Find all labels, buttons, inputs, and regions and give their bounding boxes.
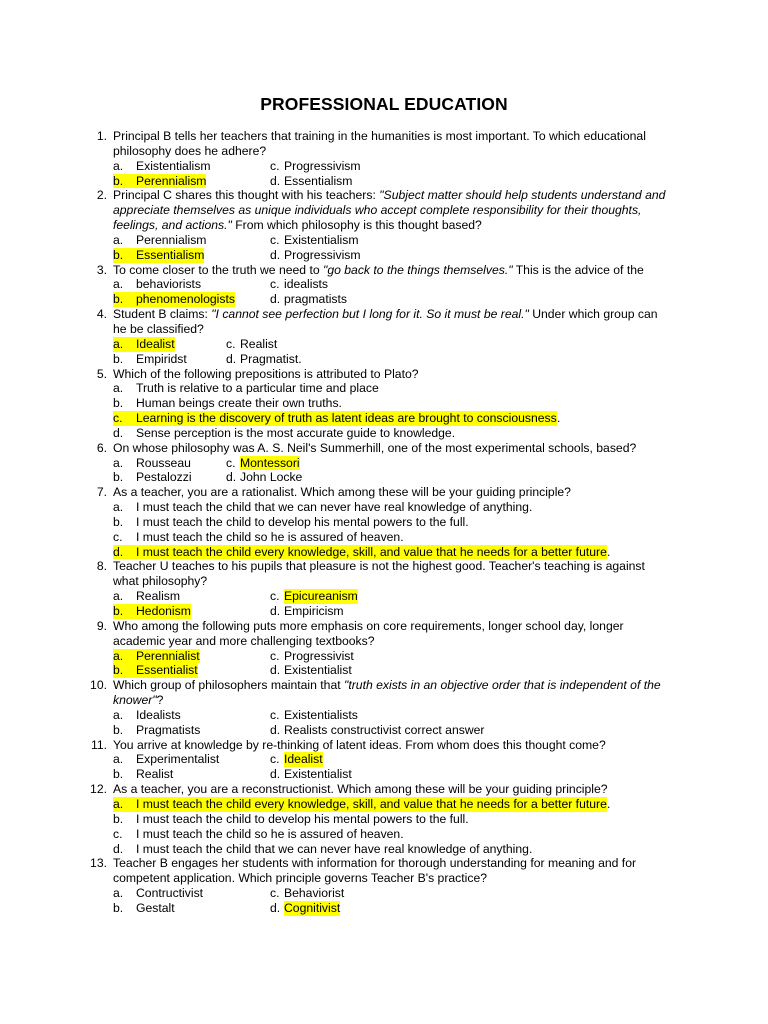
option-text: Hedonism — [136, 604, 191, 618]
answer-row — [0, 604, 768, 619]
option-text: idealists — [284, 277, 329, 292]
option-suffix: . — [607, 544, 611, 559]
option-letter: c. — [113, 529, 123, 544]
answer-row — [0, 812, 768, 827]
option-letter: b. — [113, 722, 124, 737]
answer-row — [0, 159, 768, 174]
question-text — [113, 367, 673, 382]
option-letter: c. — [113, 411, 123, 426]
option-letter: a. — [113, 158, 124, 173]
answer-option-highlighted — [113, 248, 204, 263]
question-number: 4. — [96, 307, 107, 322]
option-letter: d. — [270, 900, 281, 915]
option-letter: a. — [113, 381, 124, 396]
quoted-text: "truth exists in an objective order that is independent of the knower" — [113, 678, 661, 708]
question-number: 1. — [96, 129, 107, 143]
quoted-text: "I cannot see perfection but I long for it. So it must be real." — [211, 307, 529, 322]
answer-row — [0, 663, 768, 678]
question-text — [113, 782, 673, 797]
option-text: Human beings create their own truths. — [136, 396, 342, 411]
option-text: Contructivist — [136, 886, 204, 901]
answer-row — [0, 352, 768, 367]
option-letter: d. — [270, 722, 281, 737]
text-run: Principal C shares this thought with his teachers: — [113, 188, 380, 203]
question-number: 8. — [96, 559, 107, 574]
text-run: You arrive at knowledge by re-thinking of latent ideas. From whom does this thought come? — [113, 737, 606, 752]
option-letter: c. — [270, 589, 280, 604]
question-text — [113, 263, 673, 278]
question-text — [113, 559, 673, 589]
option-text: Idealists — [136, 707, 181, 722]
option-text: I must teach the child to develop his mental powers to the full. — [136, 811, 469, 826]
option-letter: c. — [270, 277, 280, 292]
option-text: Existentialist — [284, 767, 352, 782]
option-letter: a. — [113, 277, 124, 292]
option-text: Gestalt — [136, 900, 175, 915]
option-letter: a. — [113, 455, 124, 470]
answer-row — [0, 426, 768, 441]
question-text — [113, 619, 673, 649]
option-letter: b. — [113, 663, 124, 678]
option-text-highlighted: Epicureanism — [284, 589, 358, 604]
text-run: From which philosophy is this thought based? — [231, 218, 482, 233]
question-text — [113, 485, 673, 500]
option-text: Realist — [240, 336, 278, 351]
answer-row — [0, 797, 768, 812]
option-text: Progressivism — [284, 158, 361, 173]
option-letter: d. — [113, 841, 124, 856]
option-suffix: . — [557, 411, 561, 426]
option-letter: a. — [113, 796, 124, 811]
option-text: behaviorists — [136, 277, 202, 292]
answer-row — [0, 842, 768, 857]
question-number: 12. — [90, 782, 107, 797]
text-run: As a teacher, you are a rationalist. Which among these will be your guiding principle? — [113, 485, 571, 500]
option-letter: b. — [113, 247, 124, 262]
answer-row — [0, 396, 768, 411]
option-letter: c. — [270, 707, 280, 722]
text-run: As a teacher, you are a reconstructionist. Which among these will be your guiding principle? — [113, 782, 608, 797]
answer-option-highlighted — [113, 411, 557, 426]
question-item — [0, 188, 768, 262]
answer-row — [0, 233, 768, 248]
option-letter: a. — [113, 752, 124, 767]
option-letter: c. — [270, 648, 280, 663]
question-number: 10. — [90, 678, 107, 693]
option-text-highlighted: Idealist — [284, 752, 323, 767]
option-letter: b. — [113, 604, 124, 618]
quoted-text: "go back to the things themselves." — [323, 262, 513, 277]
question-item — [0, 559, 768, 618]
question-item — [0, 856, 768, 915]
answer-row — [0, 500, 768, 515]
option-text: I must teach the child every knowledge, skill, and value that he needs for a better future — [136, 544, 607, 559]
text-run: Teacher U teaches to his pupils that pleasure is not the highest good. Teacher's teaching is against what philosophy? — [113, 559, 645, 589]
option-text: Behaviorist — [284, 886, 345, 901]
answer-option-highlighted — [113, 797, 607, 812]
answer-row — [0, 649, 768, 664]
text-run: This is the advice of the — [512, 262, 644, 277]
option-text: Realists constructivist correct answer — [284, 722, 485, 737]
question-number: 6. — [96, 440, 107, 455]
answer-row — [0, 381, 768, 396]
option-text: Essentialism — [284, 173, 353, 188]
option-text: Essentialist — [136, 663, 198, 678]
question-number: 11. — [90, 737, 107, 752]
option-text: Essentialism — [136, 247, 205, 262]
answer-option-highlighted — [113, 604, 191, 619]
option-letter: c. — [226, 455, 236, 470]
option-letter: b. — [113, 173, 124, 188]
option-letter: b. — [113, 514, 124, 529]
option-letter: a. — [113, 589, 124, 604]
text-run: Under which group can he be classified? — [113, 307, 658, 336]
question-text — [113, 307, 673, 337]
answer-option-highlighted — [113, 292, 235, 307]
option-letter: b. — [113, 292, 124, 307]
option-text: Rousseau — [136, 455, 191, 470]
option-text: Existentialism — [136, 158, 211, 173]
question-item — [0, 485, 768, 559]
answer-row — [0, 337, 768, 352]
option-text: Existentialism — [284, 232, 359, 247]
option-letter: c. — [270, 232, 280, 247]
option-text: I must teach the child so he is assured of heaven. — [136, 529, 404, 544]
question-text — [113, 441, 673, 456]
option-text: Pestalozzi — [136, 470, 192, 485]
option-letter: d. — [270, 663, 281, 678]
question-text — [113, 129, 673, 159]
text-run: To come closer to the truth we need to — [113, 262, 324, 277]
question-number: 7. — [96, 485, 107, 500]
option-text: John Locke — [240, 470, 303, 485]
option-text: Progressivist — [284, 648, 354, 663]
option-text: I must teach the child every knowledge, skill, and value that he needs for a better future — [136, 796, 607, 811]
answer-row — [0, 174, 768, 189]
question-item — [0, 441, 768, 486]
option-letter: c. — [270, 158, 280, 173]
option-letter: a. — [113, 232, 124, 247]
option-text: Perennialist — [136, 648, 200, 663]
option-letter: d. — [113, 544, 124, 559]
answer-row — [0, 545, 768, 560]
option-letter: d. — [270, 292, 281, 307]
answer-row — [0, 515, 768, 530]
option-text: Learning is the discovery of truth as latent ideas are brought to consciousness — [136, 411, 557, 426]
answer-row — [0, 589, 768, 604]
question-list — [0, 129, 768, 916]
option-letter: a. — [113, 336, 124, 351]
option-letter: d. — [113, 425, 124, 440]
option-text: Existentialists — [284, 707, 358, 722]
option-text: Truth is relative to a particular time and place — [136, 381, 379, 396]
option-text: Pragmatist. — [240, 351, 302, 366]
answer-row — [0, 886, 768, 901]
text-run: Teacher B engages her students with information for thorough understanding for meaning and for competent application. Which principle governs Teacher B's practice? — [113, 856, 637, 886]
option-text: I must teach the child that we can never have real knowledge of anything. — [136, 500, 533, 515]
option-text: pragmatists — [284, 292, 347, 307]
question-item — [0, 782, 768, 856]
option-letter: c. — [270, 752, 280, 767]
text-run: Student B claims: — [113, 307, 212, 322]
option-letter: a. — [113, 648, 124, 663]
option-text: phenomenologists — [136, 292, 235, 307]
answer-option-highlighted — [113, 663, 198, 678]
question-number: 2. — [96, 188, 107, 203]
question-item — [0, 307, 768, 366]
option-letter: d. — [270, 247, 281, 262]
answer-row — [0, 277, 768, 292]
quoted-text: "Subject matter should help students understand and appreciate themselves as unique individuals who accept complete responsibility for their thoughts, feelings, and actions." — [113, 188, 666, 233]
option-letter: b. — [113, 811, 124, 826]
option-letter: c. — [226, 336, 236, 351]
text-run: Which of the following prepositions is attributed to Plato? — [113, 366, 419, 381]
option-text: I must teach the child so he is assured of heaven. — [136, 826, 404, 841]
option-text-highlighted: Cognitivist — [284, 900, 341, 915]
question-item — [0, 263, 768, 308]
option-text: Sense perception is the most accurate guide to knowledge. — [136, 425, 456, 440]
question-item — [0, 129, 768, 188]
option-text: Perennialism — [136, 173, 207, 188]
text-run: ? — [156, 693, 164, 708]
answer-row — [0, 752, 768, 767]
text-run: Which group of philosophers maintain that — [113, 678, 345, 693]
text-run: Principal B tells her teachers that training in the humanities is most important. To which educational philosophy does he adhere? — [113, 129, 646, 158]
question-text — [113, 856, 673, 886]
option-letter: d. — [226, 351, 237, 366]
answer-option-highlighted — [113, 337, 175, 352]
text-run: On whose philosophy was A. S. Neil's Summerhill, one of the most experimental schools, based? — [113, 440, 637, 455]
answer-row — [0, 292, 768, 307]
option-letter: a. — [113, 707, 124, 722]
page-title: PROFESSIONAL EDUCATION — [260, 94, 508, 114]
option-letter: b. — [113, 351, 124, 366]
answer-row — [0, 767, 768, 782]
answer-row — [0, 708, 768, 723]
option-letter: d. — [270, 604, 281, 618]
option-suffix: . — [607, 796, 611, 811]
question-item — [0, 678, 768, 737]
option-letter: a. — [113, 500, 124, 515]
answer-option-highlighted — [113, 174, 206, 189]
option-text: Experimentalist — [136, 752, 220, 767]
option-text: Realist — [136, 767, 174, 782]
option-text: Progressivism — [284, 247, 361, 262]
answer-row — [0, 827, 768, 842]
option-text: Realism — [136, 589, 181, 604]
option-letter: b. — [113, 470, 124, 485]
answer-row — [0, 248, 768, 263]
option-letter: d. — [270, 767, 281, 782]
question-number: 3. — [96, 262, 107, 277]
option-letter: c. — [113, 826, 123, 841]
option-text: Existentialist — [284, 663, 352, 678]
question-item — [0, 367, 768, 441]
option-letter: d. — [226, 470, 237, 485]
answer-row — [0, 530, 768, 545]
question-number: 13. — [90, 856, 107, 871]
option-text: Empiricism — [284, 604, 344, 618]
answer-row — [0, 723, 768, 738]
option-text-highlighted: Montessori — [240, 455, 300, 470]
option-letter: c. — [270, 886, 280, 901]
text-run: Who among the following puts more emphasis on core requirements, longer school day, longer academic year and more challenging textbooks? — [113, 618, 624, 648]
option-letter: b. — [113, 767, 124, 782]
answer-row — [0, 470, 768, 485]
option-text: Empiridst — [136, 351, 187, 366]
answer-row — [0, 901, 768, 916]
question-item — [0, 738, 768, 783]
option-text: Pragmatists — [136, 722, 201, 737]
option-text: I must teach the child that we can never have real knowledge of anything. — [136, 841, 533, 856]
question-number: 5. — [96, 366, 107, 381]
answer-row — [0, 456, 768, 471]
option-letter: a. — [113, 886, 124, 901]
option-letter: b. — [113, 396, 124, 411]
question-text — [113, 678, 673, 708]
answer-option-highlighted — [113, 545, 607, 560]
answer-row — [0, 411, 768, 426]
option-text: I must teach the child to develop his mental powers to the full. — [136, 514, 469, 529]
option-letter: d. — [270, 173, 281, 188]
question-item — [0, 619, 768, 678]
option-text: Perennialism — [136, 232, 207, 247]
question-text — [113, 188, 673, 233]
option-letter: b. — [113, 900, 124, 915]
answer-option-highlighted — [113, 649, 200, 664]
question-text — [113, 738, 673, 753]
question-number: 9. — [96, 618, 107, 633]
option-text: Idealist — [136, 336, 175, 351]
